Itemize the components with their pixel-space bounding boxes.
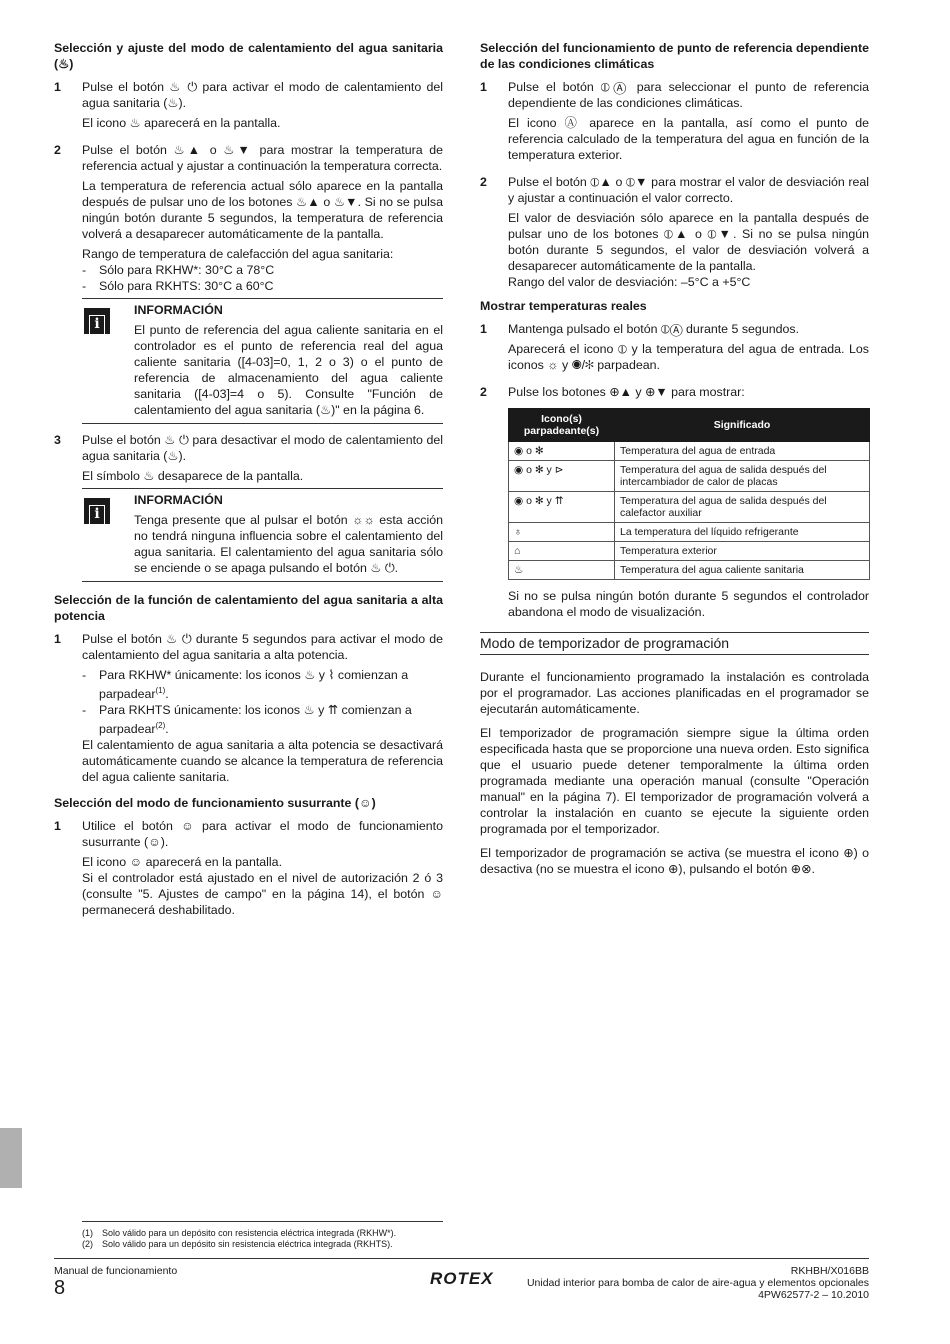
timer-para-3: El temporizador de programación se activa (se muestra el icono ⊕) o desactiva (no se muestra el icono ⊕), pulsando el botón ⊕⊗.: [480, 846, 869, 876]
step-2-temps: 2 Pulse los botones ⊕▲ y ⊕▼ para mostrar:: [480, 385, 745, 399]
section-title-high-power: Selección de la función de calentamiento del agua sanitaria a alta potencia: [54, 593, 443, 623]
doc-code: 4PW62577-2 – 10.2010: [758, 1289, 869, 1301]
table-row: ♁ La temperatura del líquido refrigerante: [509, 523, 870, 542]
weather-note-2: El valor de desviación sólo aparece en la pantalla después de pulsar uno de los botones ⦶▲ o ⦶▼. Si no se pulsa ningún botón durante 5 segundos, el valor de desviación volverá a desaparecer automáticamente de la pantalla.: [508, 211, 869, 273]
info-title: INFORMACIÓN: [134, 493, 223, 507]
table-row: ◉ o ✻ Temperatura del agua de entrada: [509, 442, 870, 461]
step-1-weather: 1 Pulse el botón ⦶Ⓐ para seleccionar el punto de referencia dependiente de las condiciones climáticas.: [480, 80, 869, 110]
table-row: ♨ Temperatura del agua caliente sanitaria: [509, 561, 870, 580]
right-column: [480, 40, 869, 885]
icon-meaning-table: [508, 408, 870, 580]
info-icon: i: [84, 308, 110, 334]
table-row: ⌂ Temperatura exterior: [509, 542, 870, 561]
table-header-icons: Icono(s) parpadeante(s): [509, 409, 615, 442]
info-box-2: [82, 488, 443, 582]
step-1-quiet: 1 Utilice el botón ☺ para activar el modo de funcionamiento susurrante (☺).: [54, 819, 443, 850]
section-title-quiet: Selección del modo de funcionamiento susurrante (☺): [54, 796, 376, 811]
step-1-temps: 1 Mantenga pulsado el botón ⦶Ⓐ durante 5 segundos.: [480, 322, 800, 336]
weather-range: Rango del valor de desviación: –5°C a +5°C: [508, 275, 751, 289]
info-icon: i: [84, 498, 110, 524]
doc-title: Manual de funcionamiento: [54, 1265, 178, 1277]
product-description: Unidad interior para bomba de calor de aire-agua y elementos opcionales: [526, 1277, 869, 1289]
section-title-weather: Selección del funcionamiento de punto de referencia dependiente de las condiciones climáticas: [480, 41, 869, 71]
hp-rkhts: - Para RKHTS únicamente: los iconos ♨ y ⇈ comienzan a parpadear$^{(2)}$.: [54, 702, 443, 737]
footnotes: [82, 1221, 443, 1250]
hp-note: El calentamiento de agua sanitaria a alta potencia se desactivará automáticamente cuando se alcance la temperatura de referencia del agua caliente sanitaria.: [82, 738, 443, 785]
range-rkhts: - Sólo para RKHTS: 30°C a 60°C: [54, 278, 443, 294]
hp-rkhw: - Para RKHW* únicamente: los iconos ♨ y ⌇ comienzan a parpadear$^{(1)}$.: [54, 667, 443, 702]
step-2-weather: 2 Pulse el botón ⦶▲ o ⦶▼ para mostrar el valor de desviación real y ajustar a continuación el valor correcto.: [480, 175, 869, 205]
quiet-note: El icono ☺ aparecerá en la pantalla.: [82, 855, 283, 870]
range-rkhw: - Sólo para RKHW*: 30°C a 78°C: [54, 262, 443, 278]
table-header-meaning: Significado: [615, 409, 870, 442]
step-2: 2 Pulse el botón ♨▲ o ♨▼ para mostrar la temperatura de referencia actual y ajustar a continuación la temperatura correcta.: [54, 143, 443, 173]
step-1: 1 Pulse el botón ♨ ⏻ para activar el modo de calentamiento del agua sanitaria (♨).: [54, 80, 443, 110]
info-box-1: [82, 298, 443, 424]
footer-right: [527, 1265, 869, 1301]
table-row: ◉ o ✻ y ⊳ Temperatura del agua de salida después del intercambiador de calor de placas: [509, 461, 870, 492]
step-1-note: El icono ♨ aparecerá en la pantalla.: [82, 116, 281, 130]
step-2-note: La temperatura de referencia actual sólo aparece en la pantalla después de pulsar uno de los botones ♨▲ o ♨▼. Si no se pulsa ningún botón durante 5 segundos, la temperatura de referencia volverá a desaparecer automáticamente de la pantalla.: [82, 179, 443, 241]
side-tab-marker: [0, 1128, 22, 1188]
step-2-range: Rango de temperatura de calefacción del agua sanitaria:: [82, 247, 394, 261]
temps-note: Aparecerá el icono ⦶ y la temperatura del agua de entrada. Los iconos ☼ y ◉/✻ parpadean.: [508, 342, 869, 372]
step-3: 3 Pulse el botón ♨ ⏻ para desactivar el modo de calentamiento del agua sanitaria (♨).: [54, 433, 443, 463]
quiet-note-2: Si el controlador está ajustado en el nivel de autorización 2 ó 3 (consulte "5. Ajustes de campo" en la página 14), el botón ☺ permanecerá deshabilitado.: [82, 871, 443, 918]
temps-after: Si no se pulsa ningún botón durante 5 segundos el controlador abandona el modo de visualización.: [508, 589, 869, 619]
info-title: INFORMACIÓN: [134, 303, 223, 317]
footnote: (2) Solo válido para un depósito sin resistencia eléctrica integrada (RKHTS).: [82, 1239, 393, 1249]
section-title-temps: Mostrar temperaturas reales: [480, 299, 647, 313]
weather-note: El icono Ⓐ aparece en la pantalla, así como el punto de referencia calculado de la temperatura del agua en función de la temperatura exterior.: [508, 116, 869, 162]
page-footer: [54, 1258, 869, 1301]
section-title-dhw: Selección y ajuste del modo de calentamiento del agua sanitaria (♨): [54, 41, 443, 71]
step-3-note: El símbolo ♨ desaparece de la pantalla.: [82, 469, 304, 483]
left-column: [54, 40, 443, 922]
timer-para-2: El temporizador de programación siempre sigue la última orden especificada hasta que se proporcione una nueva orden. Esto significa que el usuario puede detener temporalmente la última orden programada mediante una operación manual (consulte "Operación manual" en la página 7). El temporizador de programación volverá a controlar la instalación en cuanto se ejecute la siguiente orden programada por el temporizador.: [480, 726, 869, 836]
step-1-hp: 1 Pulse el botón ♨ ⏻ durante 5 segundos para activar el modo de calentamiento del agua sanitaria a alta potencia.: [54, 632, 443, 662]
model-code: RKHBH/X016BB: [790, 1265, 869, 1277]
page-number: 8: [54, 1277, 66, 1299]
footnote: (1) Solo válido para un depósito con resistencia eléctrica integrada (RKHW*).: [82, 1228, 397, 1238]
brand-logo: ROTEX: [430, 1269, 494, 1288]
info-body: Tenga presente que al pulsar el botón ☼☼ esta acción no tendrá ninguna influencia sobre el calentamiento del agua sanitaria. El calentamiento del agua sanitaria sólo se enciende o se apaga pulsando el botón ♨ ⏻.: [134, 513, 443, 575]
table-row: ◉ o ✻ y ⇈ Temperatura del agua de salida después del calefactor auxiliar: [509, 492, 870, 523]
timer-para-1: Durante el funcionamiento programado la instalación es controlada por el programador. Las acciones planificadas en el programador se ejecutarán automáticamente.: [480, 670, 869, 716]
section-heading-timer: Modo de temporizador de programación: [480, 632, 869, 655]
info-body: El punto de referencia del agua caliente sanitaria en el controlador es el punto de referencia real del agua caliente sanitaria ([4-03]=0, 1, 2 o 3) o el punto de referencia de almacenamiento del agua caliente sanitaria ([4-03]=4 o 5). Consulte "Función de calentamiento del agua sanitaria (♨)" en la página 6.: [134, 323, 443, 417]
